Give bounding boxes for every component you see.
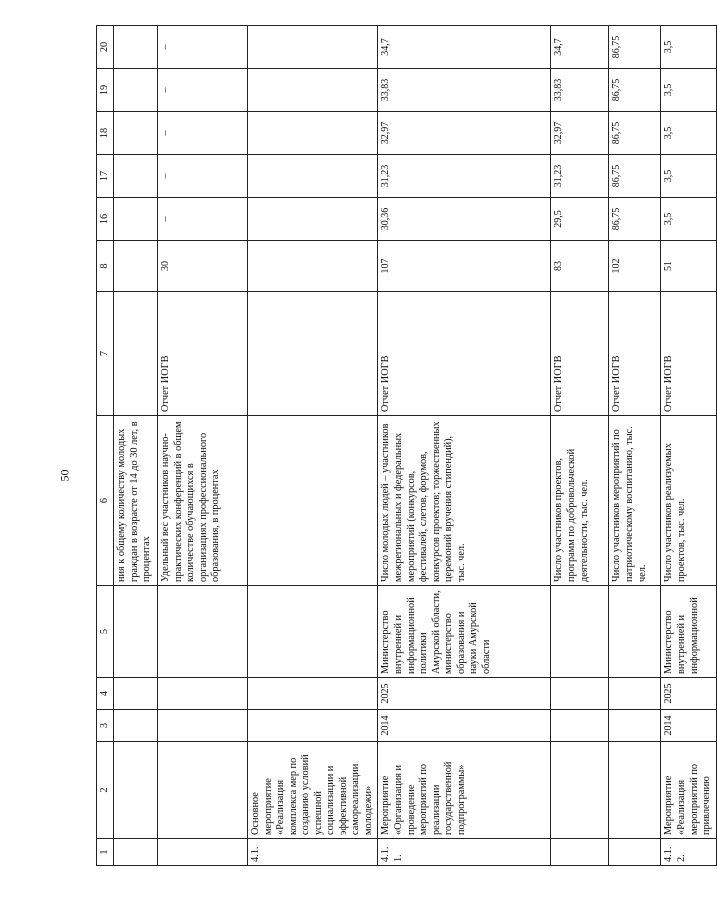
header-cell: 1: [97, 839, 114, 866]
table-cell-c20: [248, 26, 378, 69]
table-cell-c19: [114, 69, 158, 112]
table-cell-c6: Число участников проектов, программ по добровольческой деятельности, тыс. чел.: [551, 416, 609, 586]
table-cell-c16: 30,36: [378, 198, 551, 241]
table-cell-c6: Число участников мероприятий по патриотическому воспитанию, тыс. чел.: [609, 416, 661, 586]
table-cell-c17: [114, 155, 158, 198]
table-cell-c16: 29,5: [551, 198, 609, 241]
table-cell-c2: [551, 742, 609, 839]
table-cell-c18: 86,75: [609, 112, 661, 155]
table-cell-c17: 86,75: [609, 155, 661, 198]
table-cell-c18: –: [158, 112, 248, 155]
table-row: [661, 26, 716, 866]
header-cell: 3: [97, 710, 114, 742]
table-cell-c2: Мероприятие «Организация и проведение мероприятий по реализации государственной подпрограммы»: [378, 742, 551, 839]
header-cell: 8: [97, 241, 114, 292]
table-cell-c1: 4.1.2.: [661, 839, 716, 866]
table-cell-c3: [158, 710, 248, 742]
header-cell: 18: [97, 112, 114, 155]
table-row: [248, 26, 378, 866]
header-cell: 6: [97, 416, 114, 586]
table-cell-c17: 31,23: [378, 155, 551, 198]
table-cell-c1: [551, 839, 609, 866]
table-cell-c19: 3,5: [661, 69, 716, 112]
table-cell-c1: 4.1.1.: [378, 839, 551, 866]
table-cell-c3: 2014: [661, 710, 716, 742]
table-cell-c5: Министерство внутренней и информационной политики Амурской области, министерство образования и науки Амурской области: [378, 586, 551, 678]
page-number: 50: [57, 469, 72, 482]
table-cell-c7: Отчет ИОГВ: [609, 292, 661, 416]
table-row: [378, 26, 551, 866]
table-cell-c5: [248, 586, 378, 678]
table-cell-c3: [248, 710, 378, 742]
table-cell-c7: [114, 292, 158, 416]
header-cell: 17: [97, 155, 114, 198]
table-cell-c17: [248, 155, 378, 198]
table-cell-c2: [158, 742, 248, 839]
table-cell-c3: [114, 710, 158, 742]
table-cell-c3: [551, 710, 609, 742]
table-cell-c18: 32,97: [378, 112, 551, 155]
table-row: [551, 26, 609, 866]
table-cell-c6: ния к общему количеству молодых граждан в возрасте от 14 до 30 лет, в процентах: [114, 416, 158, 586]
table-cell-c8: 102: [609, 241, 661, 292]
table-cell-c1: [609, 839, 661, 866]
table-cell-c4: 2025: [378, 678, 551, 710]
table-cell-c19: 33,83: [551, 69, 609, 112]
table-cell-c16: 3,5: [661, 198, 716, 241]
table-cell-c20: 34,7: [551, 26, 609, 69]
table-cell-c7: Отчет ИОГВ: [551, 292, 609, 416]
table-cell-c16: 86,75: [609, 198, 661, 241]
table-cell-c20: 3,5: [661, 26, 716, 69]
table-cell-c4: [248, 678, 378, 710]
table-cell-c2: [114, 742, 158, 839]
table-cell-c4: [609, 678, 661, 710]
table-cell-c2: Основное мероприятие «Реализация комплекса мер по созданию условий успешной социализации и эффективной самореализации молодежи»: [248, 742, 378, 839]
table-cell-c4: [551, 678, 609, 710]
table-cell-c1: 4.1.: [248, 839, 378, 866]
table-cell-c19: –: [158, 69, 248, 112]
table-cell-c20: 34,7: [378, 26, 551, 69]
table-cell-c1: [158, 839, 248, 866]
table-cell-c5: [158, 586, 248, 678]
table-cell-c20: 86,75: [609, 26, 661, 69]
table-cell-c6: [248, 416, 378, 586]
table-cell-c8: 107: [378, 241, 551, 292]
table-cell-c1: [114, 839, 158, 866]
table-cell-c6: Число молодых людей – участников межрегиональных и федеральных мероприятий (конкурсов, фестивалей, слетов, форумов, конкурсов проектов; торжественных церемоний вручения стипендий), тыс. чел.: [378, 416, 551, 586]
table-cell-c7: Отчет ИОГВ: [661, 292, 716, 416]
table-cell-c18: 32,97: [551, 112, 609, 155]
table-cell-c5: [551, 586, 609, 678]
header-row: [97, 26, 114, 866]
table-cell-c8: [248, 241, 378, 292]
table-cell-c6: Удельный вес участников научно-практических конференций в общем количестве обучающихся в организациях профессионального образования, в процентах: [158, 416, 248, 586]
table-cell-c2: Мероприятие «Реализация мероприятий по привлечению: [661, 742, 716, 839]
table-cell-c3: 2014: [378, 710, 551, 742]
header-cell: 19: [97, 69, 114, 112]
table-cell-c17: 3,5: [661, 155, 716, 198]
table-cell-c5: [114, 586, 158, 678]
table-cell-c5: Министерство внутренней и информационной: [661, 586, 716, 678]
table-cell-c7: Отчет ИОГВ: [378, 292, 551, 416]
table-cell-c18: 3,5: [661, 112, 716, 155]
header-cell: 7: [97, 292, 114, 416]
table-cell-c17: 31,23: [551, 155, 609, 198]
table-row: [158, 26, 248, 866]
header-cell: 4: [97, 678, 114, 710]
table-cell-c18: [114, 112, 158, 155]
table-cell-c6: Число участников реализуемых проектов, тыс. чел.: [661, 416, 716, 586]
table-cell-c8: 83: [551, 241, 609, 292]
table-cell-c19: 86,75: [609, 69, 661, 112]
table-cell-c4: [158, 678, 248, 710]
table-cell-c4: 2025: [661, 678, 716, 710]
table-cell-c20: [114, 26, 158, 69]
table-row: [609, 26, 661, 866]
table-cell-c7: [248, 292, 378, 416]
table-cell-c8: 30: [158, 241, 248, 292]
table-cell-c5: [609, 586, 661, 678]
program-indicators-table: [96, 25, 717, 866]
table-cell-c19: 33,83: [378, 69, 551, 112]
table-cell-c20: –: [158, 26, 248, 69]
table-cell-c18: [248, 112, 378, 155]
table-cell-c19: [248, 69, 378, 112]
table-cell-c17: –: [158, 155, 248, 198]
table-cell-c4: [114, 678, 158, 710]
header-cell: 16: [97, 198, 114, 241]
table-row: [114, 26, 158, 866]
header-cell: 2: [97, 742, 114, 839]
table-cell-c7: Отчет ИОГВ: [158, 292, 248, 416]
table-cell-c16: –: [158, 198, 248, 241]
table-cell-c8: [114, 241, 158, 292]
header-cell: 5: [97, 586, 114, 678]
table-cell-c16: [114, 198, 158, 241]
header-cell: 20: [97, 26, 114, 69]
table-cell-c3: [609, 710, 661, 742]
table-cell-c8: 51: [661, 241, 716, 292]
table-cell-c16: [248, 198, 378, 241]
rotated-table-wrapper: [96, 26, 713, 866]
table-cell-c2: [609, 742, 661, 839]
